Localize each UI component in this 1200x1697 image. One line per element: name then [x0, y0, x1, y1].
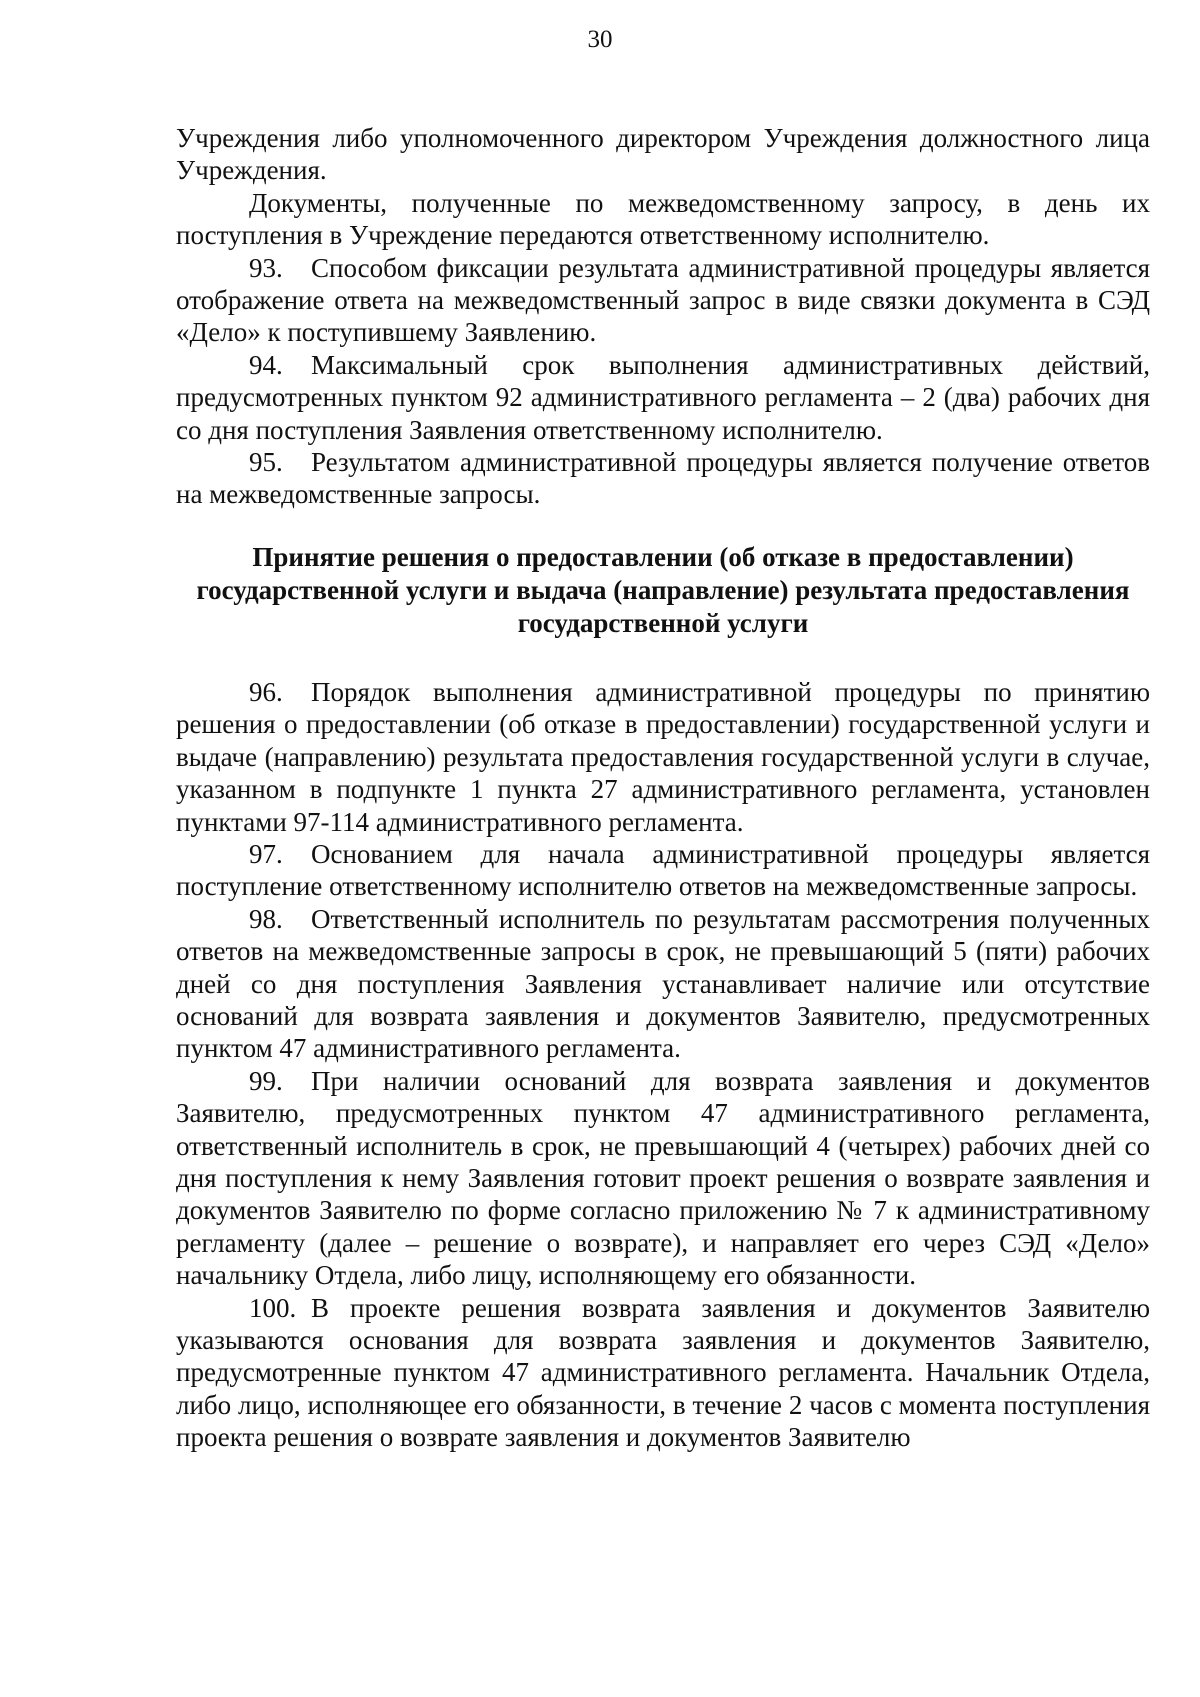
paragraph-97	[176, 838, 1150, 903]
paragraph-96	[176, 676, 1150, 838]
intro-paragraph-2: Документы, полученные по межведомственному запросу, в день их поступления в Учреждение передаются ответственному исполнителю.	[176, 187, 1150, 251]
paragraph-number: 98.	[249, 903, 283, 934]
paragraph-text: Порядок выполнения административной процедуры по принятию решения о предоставлении (об отказе в предоставлении) государственной услуги и выдаче (направлению) результата предоставления государственной услуги в случае, указанном в подпункте 1 пункта 27 административного регламента, установлен пунктами 97-114 административного регламента.	[176, 676, 1150, 837]
section-heading: Принятие решения о предоставлении (об отказе в предоставлении) государственной услуги и выдача (направление) результата предоставления государственной услуги	[196, 541, 1130, 638]
paragraph-number: 94.	[249, 349, 283, 380]
page-number: 30	[587, 26, 613, 53]
paragraph-text: При наличии оснований для возврата заявления и документов Заявителю, предусмотренных пунктом 47 административного регламента, ответственный исполнитель в срок, не превышающий 4 (четырех) рабочих дней со дня поступления к нему Заявления готовит проект решения о возврате заявления и документов Заявителю по форме согласно приложению № 7 к административному регламенту (далее – решение о возврате), и направляет его через СЭД «Дело» начальнику Отдела, либо лицу, исполняющему его обязанности.	[176, 1065, 1150, 1291]
paragraph-number: 100.	[249, 1292, 297, 1323]
paragraph-text: Способом фиксации результата административной процедуры является отображение ответа на межведомственный запрос в виде связки документа в СЭД «Дело» к поступившему Заявлению.	[176, 252, 1150, 348]
paragraph-text: Максимальный срок выполнения административных действий, предусмотренных пунктом 92 административного регламента – 2 (два) рабочих дня со дня поступления Заявления ответственному исполнителю.	[176, 349, 1150, 445]
intro-paragraph-1: Учреждения либо уполномоченного директором Учреждения должностного лица Учреждения.	[176, 123, 1150, 186]
paragraph-100	[176, 1292, 1150, 1454]
document-body	[176, 122, 1150, 1454]
paragraph-text: В проекте решения возврата заявления и документов Заявителю указываются основания для возврата заявления и документов Заявителю, предусмотренные пунктом 47 административного регламента. Начальник Отдела, либо лицо, исполняющее его обязанности, в течение 2 часов с момента поступления проекта решения о возврате заявления и документов Заявителю	[176, 1292, 1150, 1453]
paragraph-93	[176, 252, 1150, 349]
paragraph-number: 93.	[249, 252, 283, 283]
paragraph-number: 97.	[249, 838, 283, 869]
paragraph-text: Ответственный исполнитель по результатам рассмотрения полученных ответов на межведомственные запросы в срок, не превышающий 5 (пяти) рабочих дней со дня поступления Заявления устанавливает наличие или отсутствие оснований для возврата заявления и документов Заявителю, предусмотренных пунктом 47 административного регламента.	[176, 903, 1150, 1064]
paragraph-98	[176, 903, 1150, 1065]
paragraph-94	[176, 349, 1150, 446]
paragraph-number: 96.	[249, 676, 283, 707]
paragraph-text: Основанием для начала административной процедуры является поступление ответственному исполнителю ответов на межведомственные запросы.	[176, 838, 1150, 902]
paragraph-99	[176, 1065, 1150, 1292]
paragraph-number: 99.	[249, 1065, 283, 1096]
paragraph-number: 95.	[249, 447, 283, 478]
paragraph-text: Результатом административной процедуры является получение ответов на межведомственные запросы.	[176, 447, 1150, 510]
paragraph-95	[176, 446, 1150, 511]
